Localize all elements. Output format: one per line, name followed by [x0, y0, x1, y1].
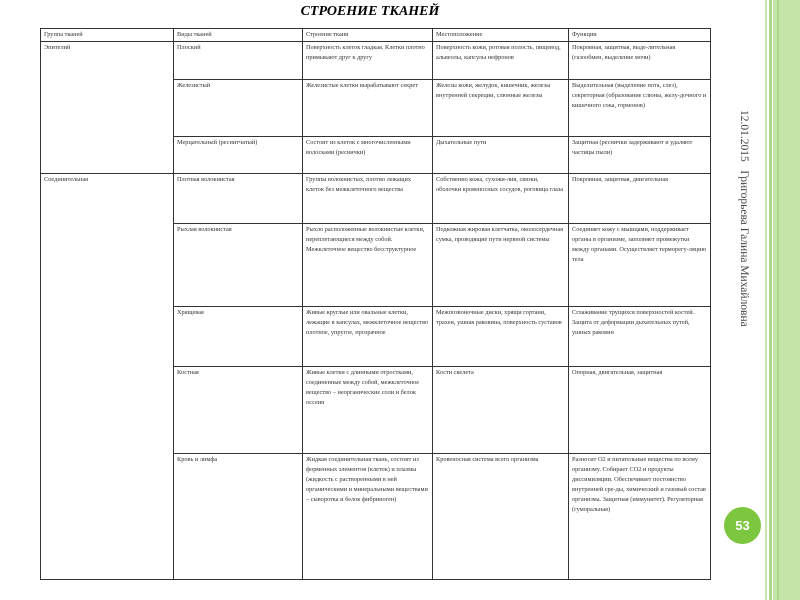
tissue-type-cell: Мерцательный (реснитчатый)	[174, 137, 303, 174]
location-cell: Поверхность кожи, ротовая полость, пищевод, альвеолы, капсулы нефронов	[433, 42, 569, 80]
structure-cell: Поверхность клеток гладкая. Клетки плотно примыкают друг к другу	[303, 42, 433, 80]
page-number-badge: 53	[724, 507, 761, 544]
tissue-type-cell: Костная	[174, 367, 303, 454]
location-cell: Собственно кожа, сухожи-лия, связки, оболочки кровеносных сосудов, роговица глаза	[433, 174, 569, 224]
header-cell: Виды тканей	[174, 29, 303, 42]
slide-title: СТРОЕНИЕ ТКАНЕЙ	[300, 4, 440, 19]
header-cell: Функции	[569, 29, 711, 42]
tissue-type-cell: Железистый	[174, 80, 303, 137]
structure-cell: Живые круглые или овальные клетки, лежащие в капсулах, межклеточное вещество плотное, упругое, прозрачное	[303, 307, 433, 367]
decor-stripe	[765, 0, 767, 600]
table-row	[41, 174, 711, 224]
tissue-group-cell: Соединительная	[41, 174, 174, 580]
tissue-type-cell: Кровь и лимфа	[174, 454, 303, 580]
location-cell: Железы кожи, желудок, кишечник, железы внутренней секреции, слюнные железы	[433, 80, 569, 137]
function-cell: Опорная, двигательная, защитная	[569, 367, 711, 454]
location-cell: Межпозвоночные диски, хрящи гортани, трахеи, ушная раковина, поверхность суставов	[433, 307, 569, 367]
structure-cell: Жидкая соединительная ткань, состоит из форменных элементов (клеток) и плазмы (жидкость с растворенными в ней органическими и минеральными веществами – сыворотка и белок фибриноген)	[303, 454, 433, 580]
location-cell: Подкожная жировая клетчатка, околосердечная сумка, проводящие пути нервной системы	[433, 224, 569, 307]
location-cell: Кровеносная система всего организма	[433, 454, 569, 580]
tissue-group-cell: Эпителий	[41, 42, 174, 174]
footer-date-author	[738, 110, 750, 327]
tissue-type-cell: Плоский	[174, 42, 303, 80]
slide-date: 12.01.2015	[738, 110, 750, 162]
function-cell: Выделительная (выделение пота, слез), секреторная (образование слюны, желу-дочного и кишечного сока, гормонов)	[569, 80, 711, 137]
structure-cell: Группы волокнистых, плотно лежащих клеток без межклеточного вещества	[303, 174, 433, 224]
structure-cell: Живые клетки с длинными отростками, соединенные между собой, межклеточное вещество – неорганические соли и белок оссеин	[303, 367, 433, 454]
function-cell: Покровная, защитная, выде-лительная (газообмен, выделение мочи)	[569, 42, 711, 80]
tissue-type-cell: Хрящевая	[174, 307, 303, 367]
tissue-type-cell: Рыхлая волокнистая	[174, 224, 303, 307]
header-cell: Группа тканей	[41, 29, 174, 42]
structure-cell: Состоит из клеток с многочисленными волосками (реснички)	[303, 137, 433, 174]
tissue-table	[40, 28, 711, 580]
function-cell: Защитная (реснички задерживают и удаляют частицы пыли)	[569, 137, 711, 174]
table-header-row	[41, 29, 711, 42]
table-row	[41, 42, 711, 80]
function-cell: Разносит О2 и питательные вещества по всему организму. Собирает СО2 и продукты диссимиляции. Обеспечивает постоянство внутренней сре-ды, химический и газовый состав организма. Защитная (иммунитет). Регуляторная (гуморальная)	[569, 454, 711, 580]
function-cell: Сглаживание трущихся поверхностей костей. Защита от деформации дыхательных путей, ушных раковин	[569, 307, 711, 367]
function-cell: Соединяет кожу с мышцами, поддерживает органы в организме, заполняет промежутки между органами. Осуществляет терморегу-ляцию тела	[569, 224, 711, 307]
decor-stripe	[777, 0, 779, 600]
tissue-type-cell: Плотная волокнистая	[174, 174, 303, 224]
location-cell: Кости скелета	[433, 367, 569, 454]
location-cell: Дыхательные пути	[433, 137, 569, 174]
structure-cell: Железистые клетки вырабатывают секрет	[303, 80, 433, 137]
decor-stripe	[769, 0, 772, 600]
structure-cell: Рыхло расположенные волокнистые клетки, переплетающиеся между собой. Межклеточное вещество бесструктурное	[303, 224, 433, 307]
header-cell: Местоположение	[433, 29, 569, 42]
slide-author: Григорьева Галина Михайловна	[738, 170, 750, 327]
header-cell: Строение ткани	[303, 29, 433, 42]
function-cell: Покровная, защитная, двигательная	[569, 174, 711, 224]
